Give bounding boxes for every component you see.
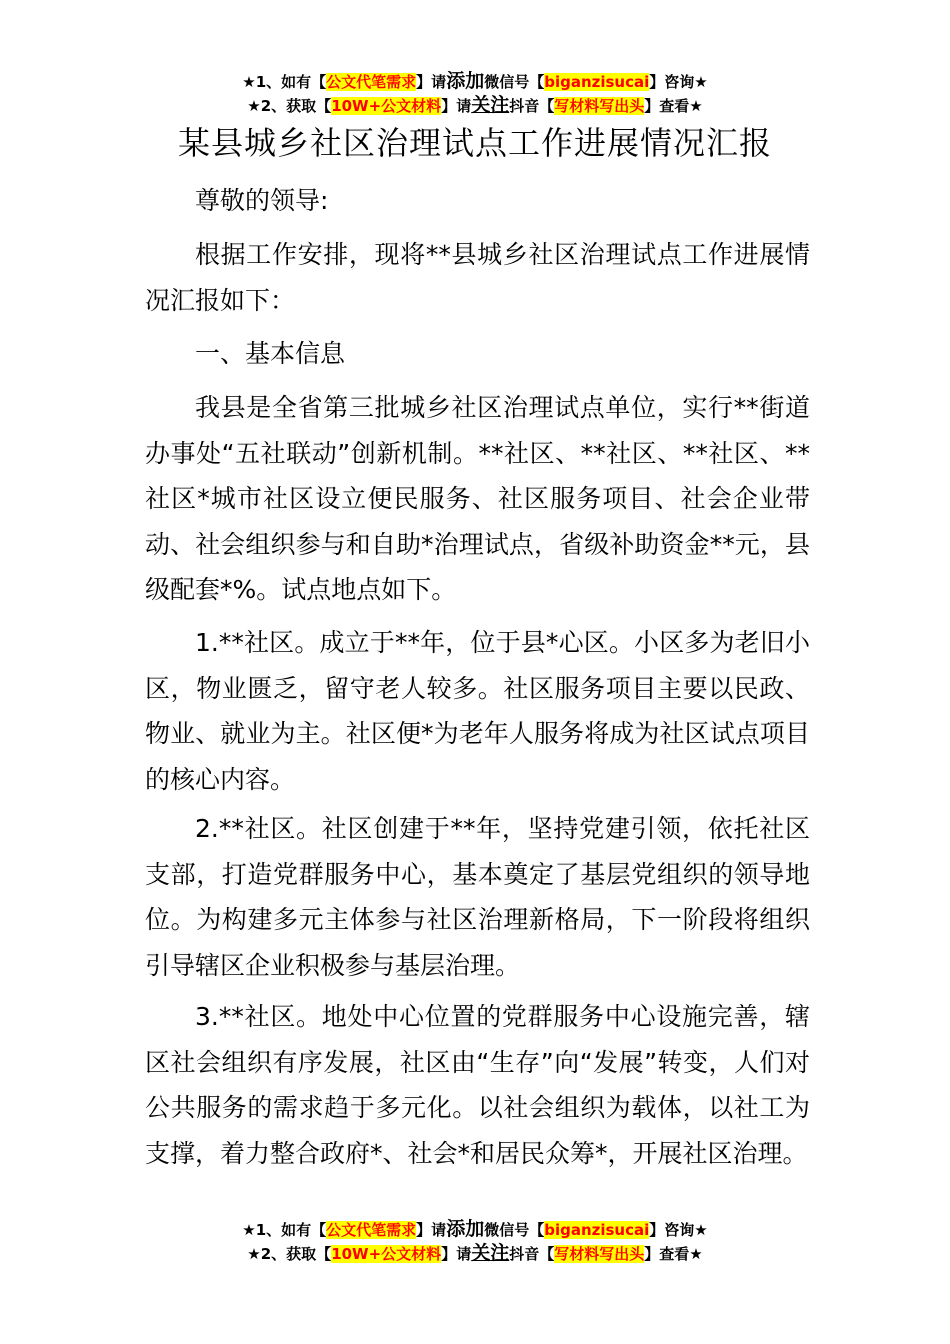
paragraph-community-1: 1.**社区。成立于**年，位于县*心区。小区多为老旧小区，物业匮乏，留守老人较多。社区服务项目主要以民政、物业、就业为主。社区便*为老年人服务将成为社区试点项目的核心内容。: [145, 628, 810, 794]
ad-banner-top-line2: [0, 94, 950, 117]
ad-douyin-id: 写材料写出头: [554, 1245, 645, 1263]
ad-text: 微信号【: [484, 73, 545, 91]
ad-wechat-id: biganzisucai: [544, 1221, 650, 1239]
ad-emphasis: 添加: [446, 70, 485, 92]
ad-suffix: 】咨询★: [649, 1221, 708, 1239]
ad-text: 微信号【: [484, 1221, 545, 1239]
ad-prefix: ★1、如有【: [242, 73, 327, 91]
section-heading: 一、基本信息: [195, 339, 346, 368]
salutation: 尊敬的领导:: [195, 186, 329, 215]
paragraph-basic-info: 我县是全省第三批城乡社区治理试点单位，实行**街道办事处“五社联动”创新机制。**社区、**社区、**社区、**社区*城市社区设立便民服务、社区服务项目、社会企业带动、社会组织参与和自助*治理试点，省级补助资金**元，县级配套*%。试点地点如下。: [145, 393, 810, 604]
ad-prefix: ★1、如有【: [242, 1221, 327, 1239]
ad-wechat-id: biganzisucai: [544, 73, 650, 91]
ad-text: 】请: [416, 73, 447, 91]
ad-suffix: 】咨询★: [649, 73, 708, 91]
ad-highlight: 公文代笔需求: [326, 1221, 417, 1239]
ad-text: 】请: [441, 1245, 472, 1263]
document-title: 某县城乡社区治理试点工作进展情况汇报: [177, 124, 772, 162]
ad-text: 】请: [441, 97, 472, 115]
paragraph-community-3: 3.**社区。地处中心位置的党群服务中心设施完善，辖区社会组织有序发展，社区由“生存”向“发展”转变，人们对公共服务的需求趋于多元化。以社会组织为载体，以社工为支撑，着力整合政府*、社会*和居民众筹*，开展社区治理。: [145, 1002, 810, 1168]
ad-suffix: 】查看★: [644, 1245, 703, 1263]
paragraph-intro: 根据工作安排，现将**县城乡社区治理试点工作进展情况汇报如下：: [145, 240, 810, 315]
ad-emphasis: 添加: [446, 1218, 485, 1240]
ad-highlight: 10W+公文材料: [331, 97, 442, 115]
ad-text: 抖音【: [509, 1245, 555, 1263]
paragraph-community-2: 2.**社区。社区创建于**年，坚持党建引领，依托社区支部，打造党群服务中心，基本奠定了基层党组织的领导地位。为构建多元主体参与社区治理新格局，下一阶段将组织引导辖区企业积极参与基层治理。: [145, 814, 810, 980]
ad-banner-bottom-line2: [0, 1242, 950, 1265]
ad-douyin-id: 写材料写出头: [554, 97, 645, 115]
ad-text: 】请: [416, 1221, 447, 1239]
ad-prefix: ★2、获取【: [247, 97, 332, 115]
ad-highlight: 10W+公文材料: [331, 1245, 442, 1263]
ad-emphasis: 关注: [471, 94, 510, 116]
ad-text: 抖音【: [509, 97, 555, 115]
ad-suffix: 】查看★: [644, 97, 703, 115]
ad-banner-bottom-line1: [0, 1218, 950, 1241]
ad-highlight: 公文代笔需求: [326, 73, 417, 91]
ad-banner-top-line1: [0, 70, 950, 93]
ad-emphasis: 关注: [471, 1242, 510, 1264]
ad-prefix: ★2、获取【: [247, 1245, 332, 1263]
